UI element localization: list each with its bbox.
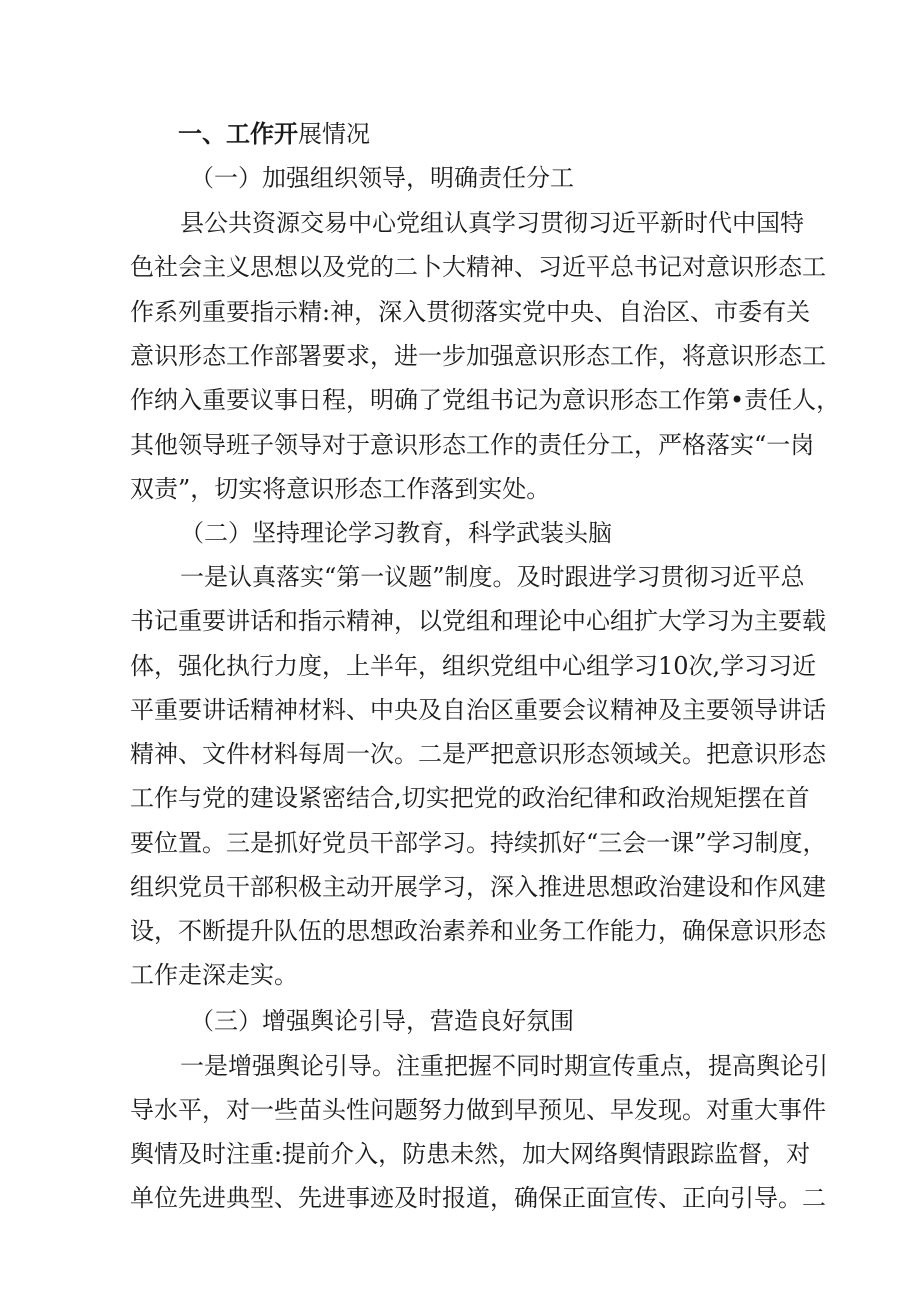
- paragraph-line: 一是认真落实“第一议题”制度。及时跟进学习贯彻习近平总: [180, 563, 805, 591]
- paragraph-line: 工作与党的建设紧密结合,切实把党的政治纪律和政治规矩摆在首: [130, 784, 810, 812]
- paragraph-line: 舆情及时注重:提前介入，防患未然，加大网络舆情跟踪监督，对: [130, 1140, 811, 1168]
- paragraph-line: 要位置。三是抓好党员干部学习。持续抓好“三会一课”学习制度，: [130, 829, 827, 857]
- paragraph-line: 县公共资源交易中心党组认真学习贯彻习近平新时代中国特: [180, 209, 804, 237]
- heading-rest-part: 展情况: [298, 120, 370, 148]
- paragraph-line: 单位先进典型、先进事迹及时报道，确保正面宣传、正向引导。二: [130, 1184, 826, 1212]
- paragraph-line: 导水平，对一些苗头性问题努力做到早预见、早发现。对重大事件: [130, 1096, 826, 1124]
- paragraph-line: 色社会主义思想以及党的二卜大精神、习近平总书记对意识形态工: [130, 253, 826, 281]
- heading-bold-part: 一、工作开: [178, 120, 298, 148]
- paragraph-line: 作纳入重要议事日程，明确了党组书记为意识形态工作第•责任人，: [130, 386, 841, 414]
- paragraph-line: 双责”，切实将意识形态工作落到实处。: [130, 475, 551, 503]
- paragraph-line: 设，不断提升队伍的思想政治素养和业务工作能力，确保意识形态: [130, 917, 826, 945]
- paragraph-line: 体，强化执行力度，上半年，组织党组中心组学习10次,学习习近: [130, 652, 817, 680]
- subsection-title-3: （三）增强舆论引导，营造良好氛围: [190, 1007, 574, 1035]
- paragraph-line: 工作走深走实。: [130, 961, 298, 989]
- paragraph-line: 作系列重要指示精:神，深入贯彻落实党中央、自治区、市委有关: [130, 298, 811, 326]
- section-heading: [178, 116, 370, 152]
- paragraph-line: 一是增强舆论引导。注重把握不同时期宣传重点，提高舆论引: [180, 1052, 828, 1080]
- paragraph-line: 精神、文件材料每周一次。二是严把意识形态领域关。把意识形态: [130, 740, 826, 768]
- paragraph-line: 组织党员干部积极主动开展学习，深入推进思想政治建设和作风建: [130, 873, 826, 901]
- subsection-title-1: （一）加强组织领导，明确责任分工: [190, 164, 574, 192]
- paragraph-line: 意识形态工作部署要求，进一步加强意识形态工作，将意识形态工: [130, 342, 826, 370]
- paragraph-line: 其他领导班子领导对于意识形态工作的责任分工，严格落实“一岗: [130, 431, 815, 459]
- paragraph-line: 平重要讲话精神材料、中央及自治区重要会议精神及主要领导讲话: [130, 696, 826, 724]
- subsection-title-2: （二）坚持理论学习教育，科学武装头脑: [180, 519, 612, 547]
- paragraph-line: 书记重要讲话和指示精神，以党组和理论中心组扩大学习为主要载: [130, 607, 826, 635]
